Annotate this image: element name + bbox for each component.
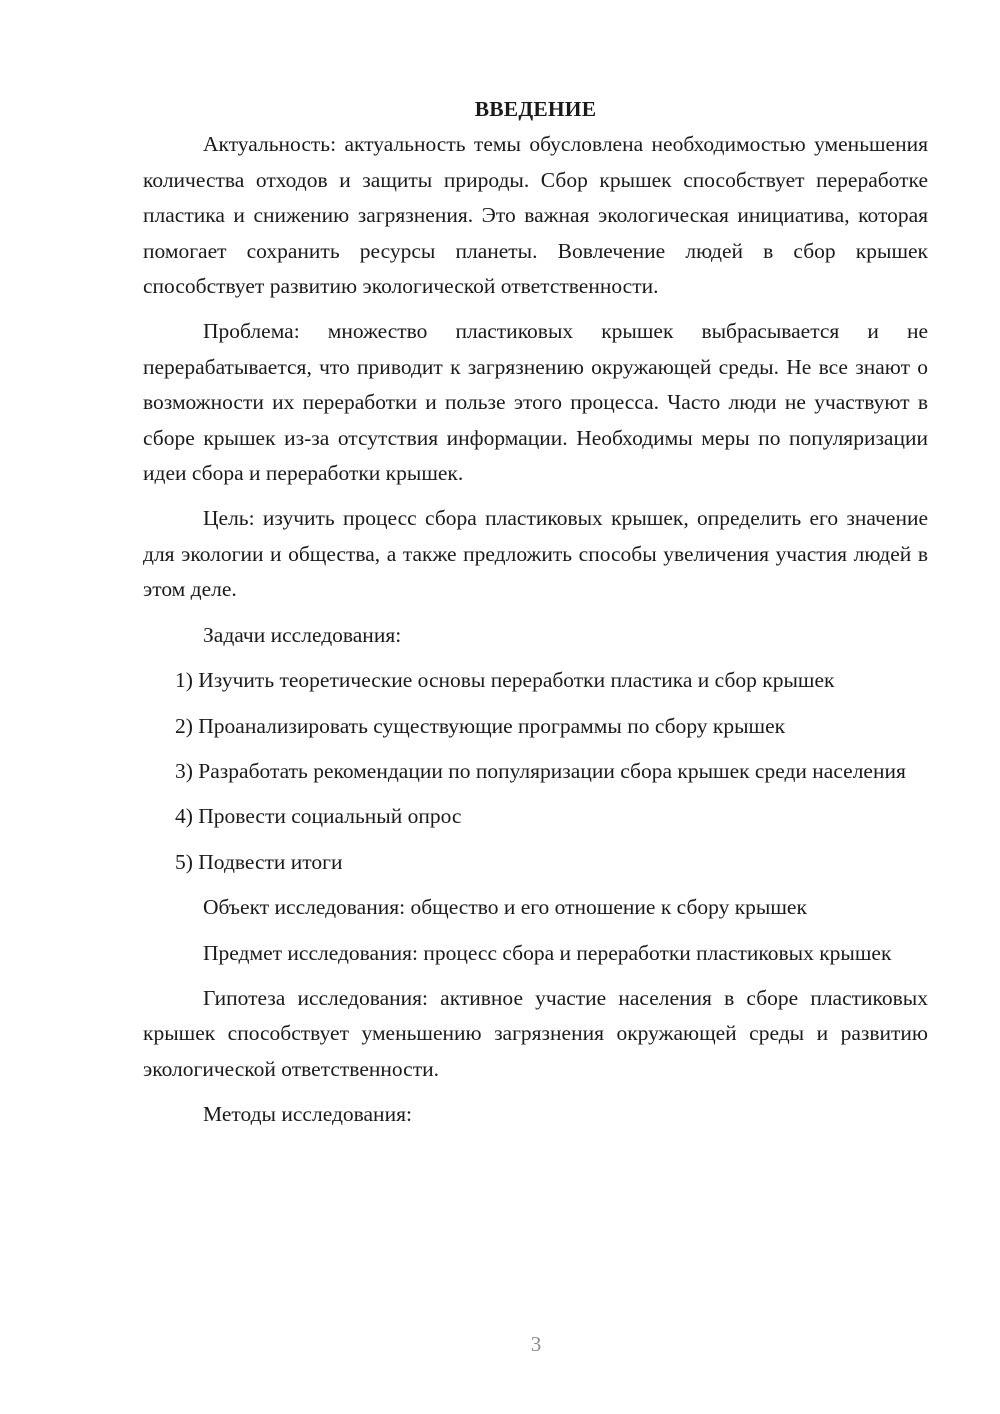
task-item-1: 1) Изучить теоретические основы переработки пластика и сбор крышек [175, 668, 835, 693]
task-item-2: 2) Проанализировать существующие программы по сбору крышек [175, 713, 786, 738]
task-item-5: 5) Подвести итоги [175, 849, 343, 874]
subject-paragraph: Предмет исследования: процесс сбора и переработки пластиковых крышек [203, 940, 892, 965]
page-number: 3 [530, 1332, 542, 1356]
page-title: ВВЕДЕНИЕ [474, 97, 597, 121]
relevance-paragraph: Актуальность: актуальность темы обусловлена необходимостью уменьшения количества отходов и защиты природы. Сбор крышек способствует переработке пластика и снижению загрязнения. Это важная экологическая инициатива, которая помогает сохранить ресурсы планеты. Вовлечение людей в сбор крышек способствует развитию экологической ответственности. [143, 132, 928, 299]
task-item-3: 3) Разработать рекомендации по популяризации сбора крышек среди населения [175, 758, 906, 783]
problem-paragraph: Проблема: множество пластиковых крышек выбрасывается и не перерабатывается, что приводит к загрязнению окружающей среды. Не все знают о возможности их переработки и пользе этого процесса. Часто люди не участвуют в сборе крышек из-за отсутствия информации. Необходимы меры по популяризации идеи сбора и переработки крышек. [143, 319, 928, 486]
methods-heading: Методы исследования: [203, 1102, 412, 1127]
task-item-4: 4) Провести социальный опрос [175, 804, 462, 829]
object-paragraph: Объект исследования: общество и его отношение к сбору крышек [203, 895, 807, 920]
document-page [143, 92, 928, 1143]
hypothesis-paragraph: Гипотеза исследования: активное участие населения в сборе пластиковых крышек способствует уменьшению загрязнения окружающей среды и развитию экологической ответственности. [143, 985, 928, 1081]
tasks-heading: Задачи исследования: [203, 622, 402, 647]
goal-paragraph: Цель: изучить процесс сбора пластиковых крышек, определить его значение для экологии и общества, а также предложить способы увеличения участия людей в этом деле. [143, 506, 928, 602]
